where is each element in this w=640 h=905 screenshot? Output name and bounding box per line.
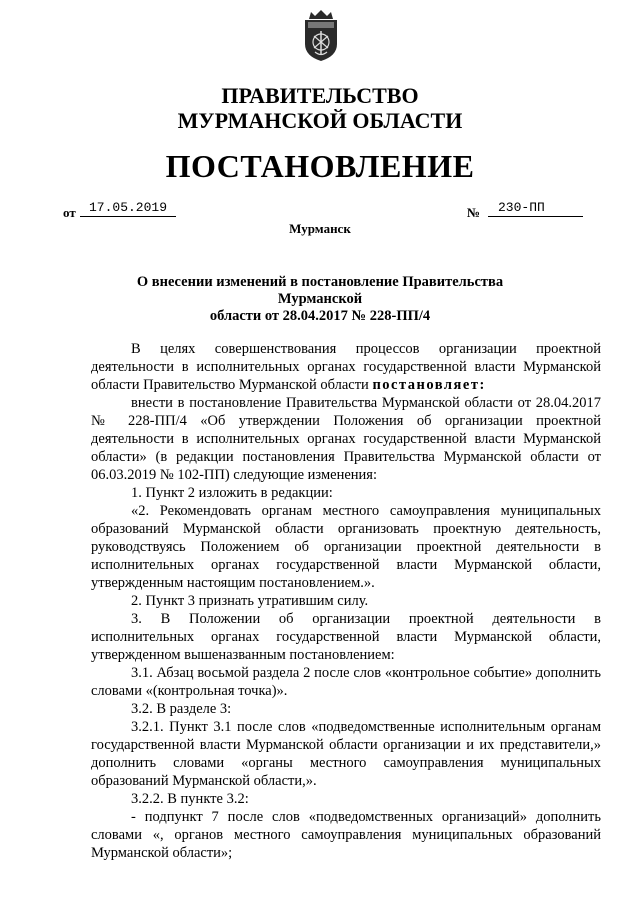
body-paragraph: 3.2.2. В пункте 3.2:: [131, 791, 249, 807]
body-paragraph: внести в постановление Правительства Мурманской области от 28.04.2017 № 228-ПП/4 «Об утверждении Положения об организации проектной деятельности в исполнительных органах государственной власти Мурманской области» (в редакции постановления Правительства Мурманской области от 06.03.2019 № 102-ПП) следующие изменения:: [91, 395, 601, 483]
org-name-line1: ПРАВИТЕЛЬСТВО: [221, 83, 419, 108]
subject-line1: О внесении изменений в постановление Правительства Мурманской: [136, 274, 504, 307]
resolves-keyword: постановляет:: [372, 377, 486, 393]
body-paragraph: «2. Рекомендовать органам местного самоуправления муниципальных образований Мурманской области организовать проектную деятельность, руководствуясь Положением об организации проектной деятельности в исполнительных органах государственной власти Мурманской области, утвержденным настоящим постановлением.».: [91, 503, 601, 591]
subject-line2: области от 28.04.2017 № 228-ПП/4: [209, 308, 431, 324]
body-paragraph: - подпункт 7 после слов «подведомственных организаций» дополнить словами «, органов местного самоуправления муниципальных образований Мурманской области»;: [91, 809, 601, 861]
body-paragraph: 2. Пункт 3 признать утратившим силу.: [131, 593, 369, 609]
document-type-title: ПОСТАНОВЛЕНИЕ: [165, 148, 475, 184]
coat-of-arms-icon: [303, 10, 339, 62]
body-paragraph: 3. В Положении об организации проектной деятельности в исполнительных органах государственной власти Мурманской области, утвержденном вышеназванным постановлением:: [91, 611, 601, 663]
document-subject: [100, 274, 540, 325]
preamble-text: В целях совершенствования процессов организации проектной деятельности в исполнительных органах государственной власти Мурманской области Правительство Мурманской области: [91, 341, 601, 393]
body-paragraph: 3.2. В разделе 3:: [131, 701, 232, 717]
body-paragraph: 1. Пункт 2 изложить в редакции:: [131, 485, 333, 501]
date-label: от: [63, 205, 76, 220]
document-body: [91, 340, 601, 862]
city-name: Мурманск: [289, 221, 351, 236]
date-value: 17.05.2019: [80, 200, 176, 217]
body-paragraph: [91, 340, 601, 394]
number-value: 230-ПП: [488, 200, 583, 217]
org-name-line2: МУРМАНСКОЙ ОБЛАСТИ: [177, 108, 463, 133]
body-paragraph: 3.2.1. Пункт 3.1 после слов «подведомственные исполнительным органам государственной власти Мурманской области организации и их представители,» дополнить словами «органы местного самоуправления муниципальных образований Мурманской области,».: [91, 719, 601, 789]
body-paragraph: 3.1. Абзац восьмой раздела 2 после слов «контрольное событие» дополнить словами «(контрольная точка)».: [91, 665, 601, 699]
number-label: №: [467, 205, 481, 220]
